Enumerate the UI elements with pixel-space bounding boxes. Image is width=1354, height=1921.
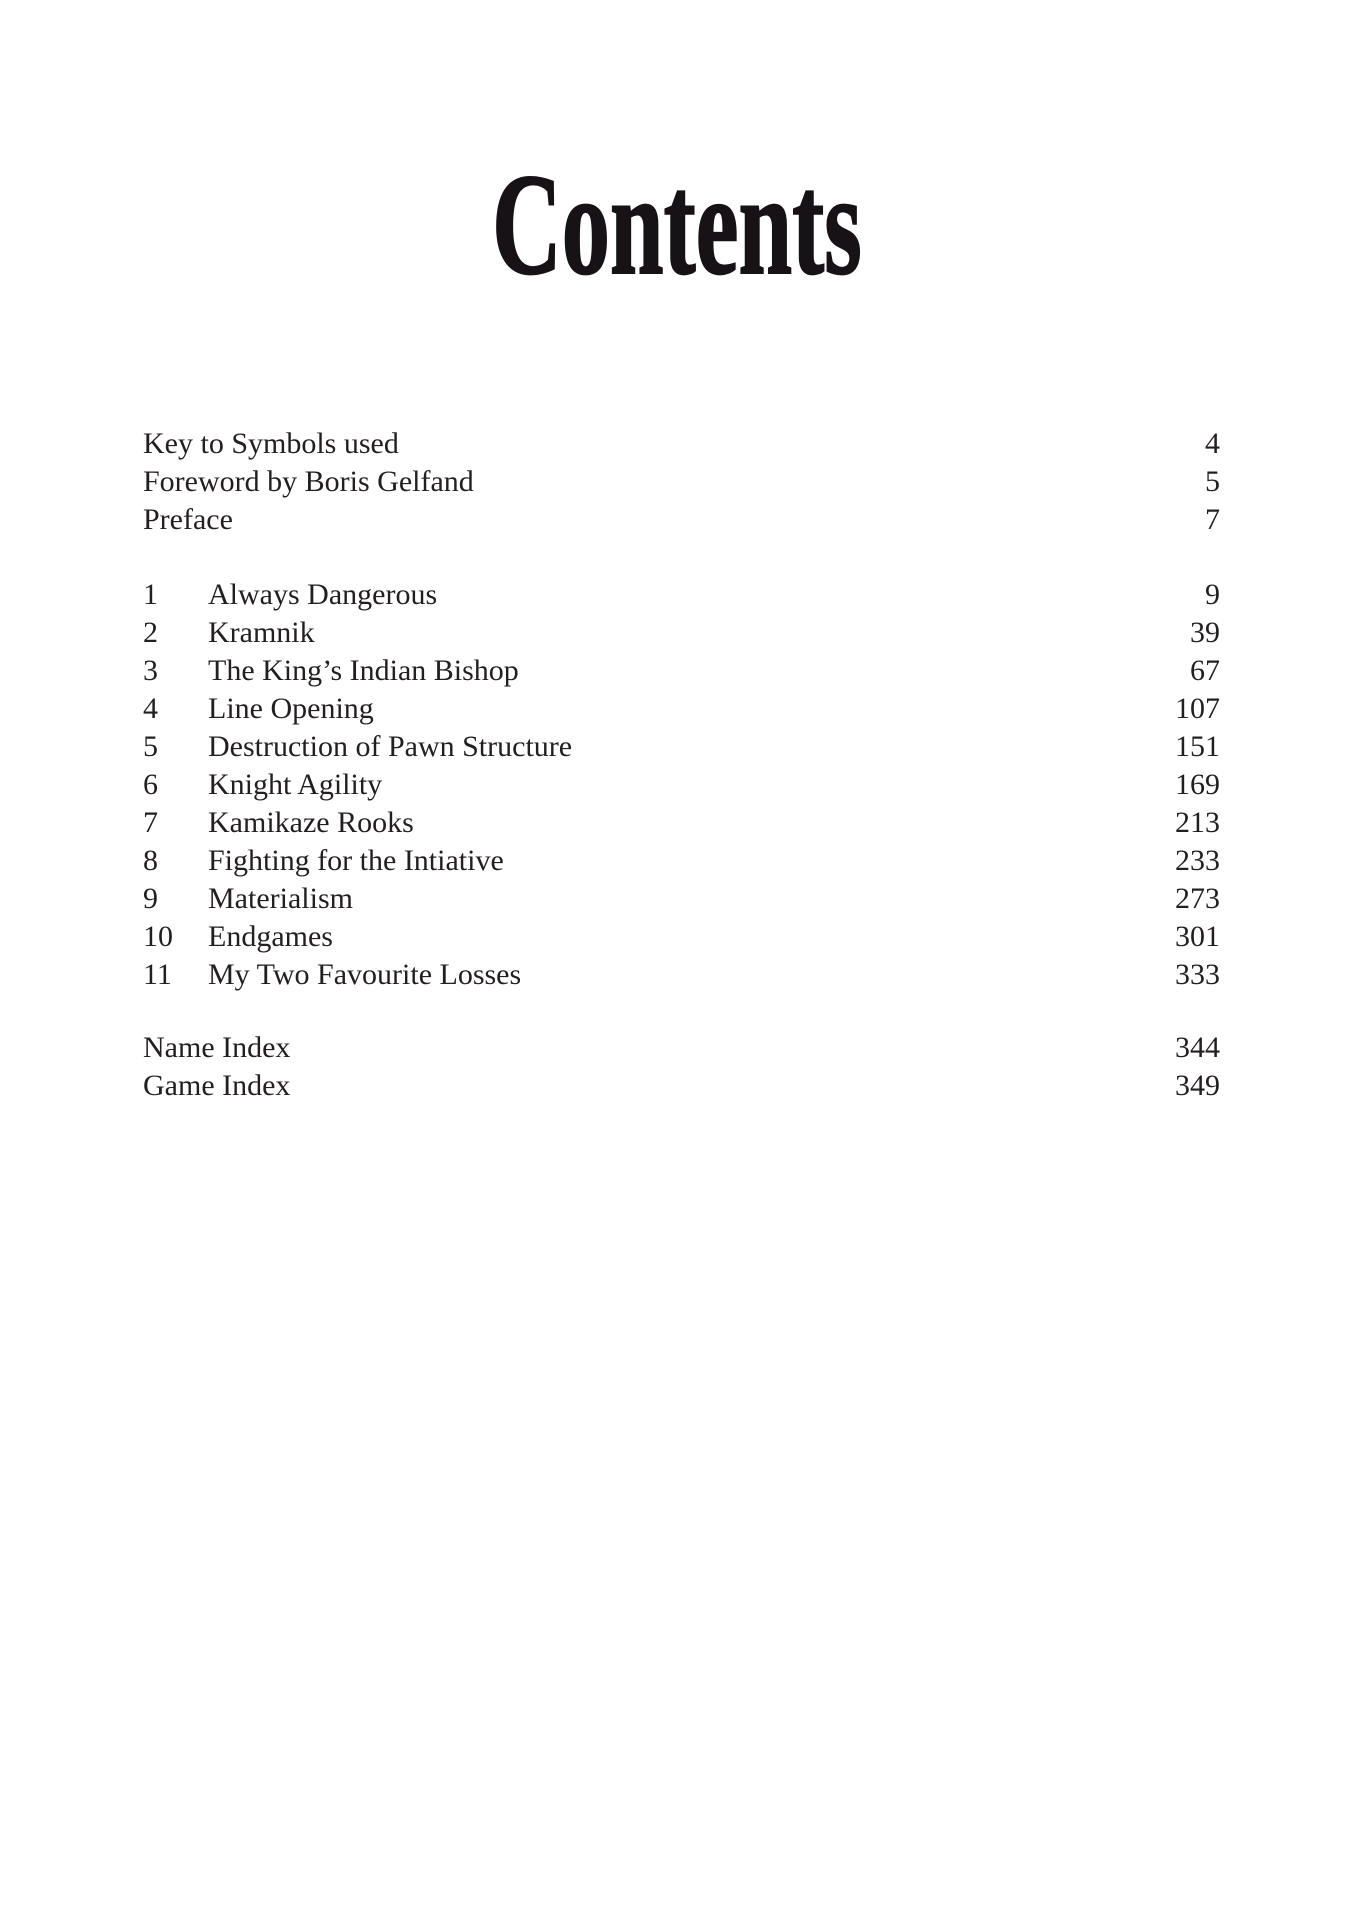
chapter-row bbox=[143, 690, 1220, 728]
chapter-row bbox=[143, 766, 1220, 804]
toc-page-number: 107 bbox=[1175, 692, 1220, 725]
chapter-row bbox=[143, 918, 1220, 956]
front-matter-row bbox=[143, 501, 1220, 539]
chapter-title: Kramnik bbox=[208, 616, 315, 649]
toc-entry-label: Name Index bbox=[143, 1031, 291, 1064]
chapter-number: 2 bbox=[143, 616, 158, 649]
page-title bbox=[0, 145, 1354, 305]
toc-page-number: 67 bbox=[1190, 654, 1220, 687]
toc-entry-label: Preface bbox=[143, 503, 233, 536]
toc-page-number: 213 bbox=[1175, 806, 1220, 839]
toc-entry-label: Game Index bbox=[143, 1069, 291, 1102]
chapter-row bbox=[143, 652, 1220, 690]
front-matter-row bbox=[143, 463, 1220, 501]
chapter-title: Endgames bbox=[208, 920, 333, 953]
toc-page-number: 151 bbox=[1175, 730, 1220, 763]
chapter-number: 9 bbox=[143, 882, 158, 915]
chapter-number: 7 bbox=[143, 806, 158, 839]
chapter-title: Line Opening bbox=[208, 692, 374, 725]
index-list bbox=[143, 1029, 1220, 1105]
chapter-title: Knight Agility bbox=[208, 768, 383, 801]
chapter-row bbox=[143, 614, 1220, 652]
chapter-title: Always Dangerous bbox=[208, 578, 438, 611]
chapter-list bbox=[143, 576, 1220, 994]
toc-page-number: 349 bbox=[1175, 1069, 1220, 1102]
toc-page-number: 301 bbox=[1175, 920, 1220, 953]
chapter-number: 10 bbox=[143, 920, 173, 953]
index-row bbox=[143, 1029, 1220, 1067]
chapter-row bbox=[143, 576, 1220, 614]
chapter-title: Destruction of Pawn Structure bbox=[208, 730, 573, 763]
toc-page-number: 7 bbox=[1205, 503, 1220, 536]
chapter-title: The King’s Indian Bishop bbox=[208, 654, 519, 687]
toc-page-number: 9 bbox=[1205, 578, 1220, 611]
toc-page-number: 333 bbox=[1175, 958, 1220, 991]
toc-entry-label: Key to Symbols used bbox=[143, 427, 399, 460]
toc-page-number: 39 bbox=[1190, 616, 1220, 649]
front-matter-row bbox=[143, 425, 1220, 463]
chapter-number: 3 bbox=[143, 654, 158, 687]
chapter-title: Fighting for the Intiative bbox=[208, 844, 504, 877]
chapter-number: 5 bbox=[143, 730, 158, 763]
chapter-title: Kamikaze Rooks bbox=[208, 806, 414, 839]
chapter-title: Materialism bbox=[208, 882, 353, 915]
chapter-row bbox=[143, 804, 1220, 842]
chapter-number: 1 bbox=[143, 578, 158, 611]
toc-entry-label: Foreword by Boris Gelfand bbox=[143, 465, 474, 498]
chapter-row bbox=[143, 956, 1220, 994]
toc-page-number: 4 bbox=[1205, 427, 1220, 460]
chapter-row bbox=[143, 728, 1220, 766]
toc-page-number: 5 bbox=[1205, 465, 1220, 498]
front-matter-list bbox=[143, 425, 1220, 539]
toc-page-number: 344 bbox=[1175, 1031, 1220, 1064]
index-row bbox=[143, 1067, 1220, 1105]
chapter-row bbox=[143, 842, 1220, 880]
page-title-text: Contents bbox=[492, 145, 862, 305]
chapter-row bbox=[143, 880, 1220, 918]
toc-page-number: 233 bbox=[1175, 844, 1220, 877]
chapter-number: 11 bbox=[143, 958, 172, 991]
chapter-number: 8 bbox=[143, 844, 158, 877]
toc-page-number: 273 bbox=[1175, 882, 1220, 915]
chapter-number: 4 bbox=[143, 692, 158, 725]
chapter-number: 6 bbox=[143, 768, 158, 801]
chapter-title: My Two Favourite Losses bbox=[208, 958, 522, 991]
toc-page-number: 169 bbox=[1175, 768, 1220, 801]
